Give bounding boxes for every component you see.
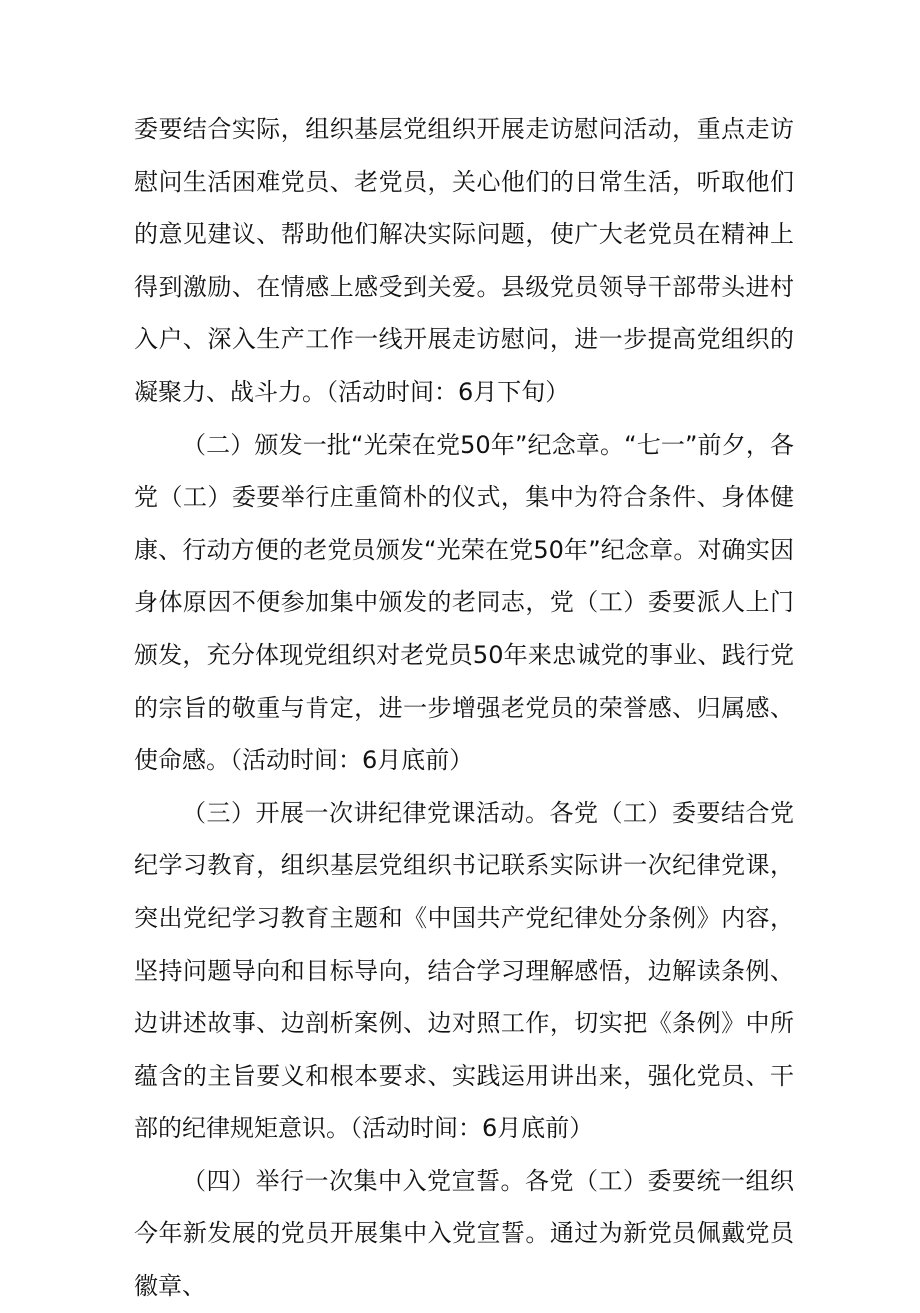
document-body — [134, 103, 794, 1313]
paragraph-continued: 委要结合实际，组织基层党组织开展走访慰问活动，重点走访慰问生活困难党员、老党员，关心他们的日常生活，听取他们的意见建议、帮助他们解决实际问题，使广大老党员在精神上得到激励、在情感上感受到关爱。县级党员领导干部带头进村入户、深入生产工作一线开展走访慰问，进一步提高党组织的凝聚力、战斗力。（活动时间：6月下旬） — [134, 115, 794, 406]
paragraph-section-3: （三）开展一次讲纪律党课活动。各党（工）委要结合党纪学习教育，组织基层党组织书记联系实际讲一次纪律党课，突出党纪学习教育主题和《中国共产党纪律处分条例》内容，坚持问题导向和目标导向，结合学习理解感悟，边解读条例、边讲述故事、边剖析案例、边对照工作，切实把《条例》中所蕴含的主旨要义和根本要求、实践运用讲出来，强化党员、干部的纪律规矩意识。（活动时间：6月底前） — [134, 798, 794, 1143]
paragraph-section-4: （四）举行一次集中入党宣誓。各党（工）委要统一组织今年新发展的党员开展集中入党宣誓。通过为新党员佩戴党员徽章、 — [134, 1166, 794, 1301]
paragraph-section-2: （二）颁发一批“光荣在党50年”纪念章。“七一”前夕，各党（工）委要举行庄重简朴的仪式，集中为符合条件、身体健康、行动方便的老党员颁发“光荣在党50年”纪念章。对确实因身体原因不便参加集中颁发的老同志，党（工）委要派人上门颁发，充分体现党组织对老党员50年来忠诚党的事业、践行党的宗旨的敬重与肯定，进一步增强老党员的荣誉感、归属感、使命感。（活动时间：6月底前） — [134, 430, 794, 775]
